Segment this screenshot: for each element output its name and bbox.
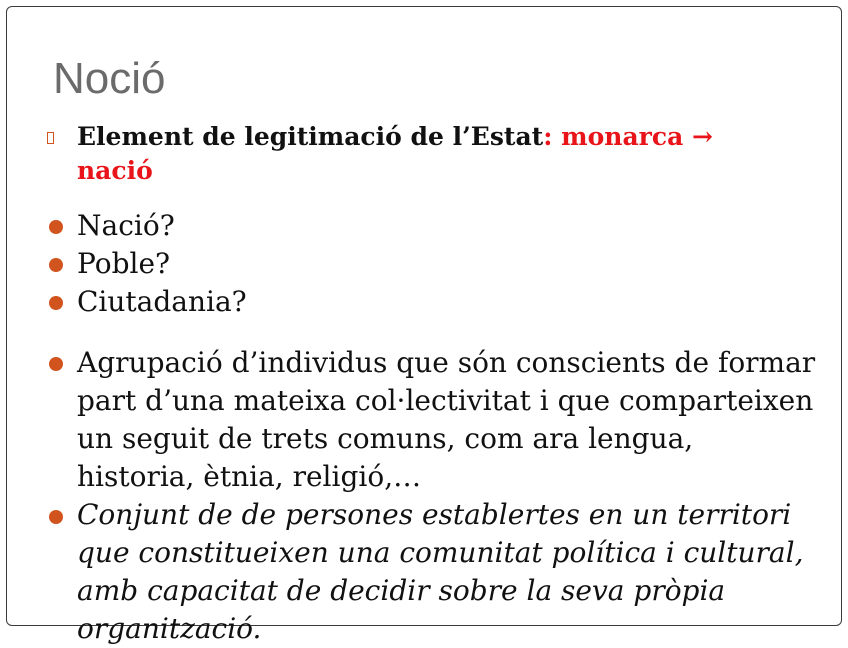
square-bullet-icon (47, 132, 54, 144)
definition-text: Conjunt de de persones establertes en un territori que constitueixen una comunitat política i cultural, amb capacitat de decidir sobre la seva pròpia organització. (77, 498, 804, 645)
lead-text (77, 120, 787, 188)
list-item-text: Nació? (77, 209, 175, 242)
bullet-dot-icon (49, 258, 63, 272)
question-list (47, 207, 807, 321)
lead-accent-text: : monarca → nació (77, 122, 713, 185)
lead-point (47, 120, 787, 188)
bullet-dot-icon (49, 220, 63, 234)
list-item (47, 496, 817, 648)
bullet-dot-icon (49, 510, 63, 524)
list-item (47, 344, 817, 496)
lead-main-text: Element de legitimació de l’Estat (77, 122, 544, 151)
list-item-text: Ciutadania? (77, 285, 247, 318)
slide (6, 6, 842, 645)
slide-title: Noció (53, 54, 166, 103)
list-item (47, 245, 807, 283)
definition-list (47, 344, 817, 648)
definition-text: Agrupació d’individus que són conscients de formar part d’una mateixa col·lectivitat i que comparteixen un seguit de trets comuns, com ara lengua, historia, ètnia, religió,… (77, 346, 816, 493)
list-item (47, 207, 807, 245)
list-item-text: Poble? (77, 247, 171, 280)
bullet-dot-icon (49, 357, 63, 371)
list-item (47, 283, 807, 321)
bullet-dot-icon (49, 296, 63, 310)
